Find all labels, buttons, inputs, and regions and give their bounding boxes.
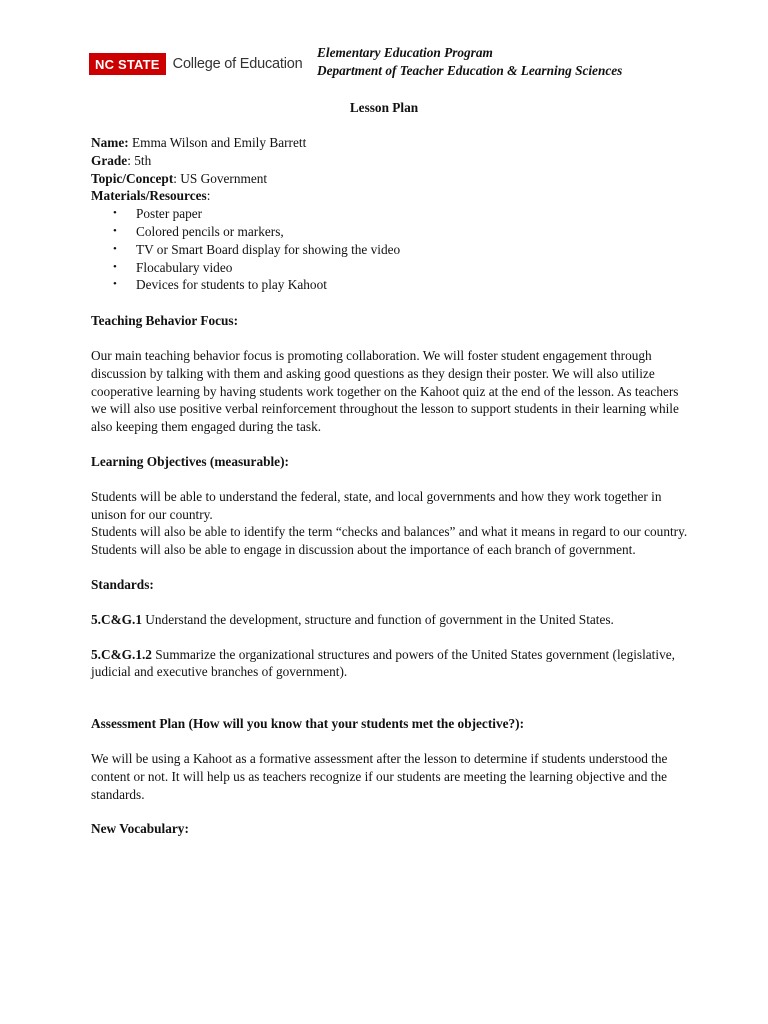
assessment-heading: Assessment Plan (How will you know that your students met the objective?):: [91, 716, 524, 732]
objective-item: Students will also be able to identify the term “checks and balances” and what it means in regard to our country.: [91, 524, 688, 540]
standard-item: [91, 646, 691, 682]
department-name: Department of Teacher Education & Learning Sciences: [317, 63, 623, 78]
vocabulary-heading: New Vocabulary:: [91, 821, 189, 837]
teaching-heading: Teaching Behavior Focus:: [91, 313, 239, 329]
grade-line: [91, 152, 691, 170]
name-value: Emma Wilson and Emily Barrett: [128, 135, 307, 150]
standard-text: Understand the development, structure and function of government in the United States.: [141, 611, 614, 627]
topic-line: [91, 170, 691, 188]
list-item: • Devices for students to play Kahoot: [91, 276, 691, 294]
standards-heading: Standards:: [91, 576, 154, 592]
document-title: Lesson Plan: [349, 100, 419, 115]
objectives-heading: Learning Objectives (measurable):: [91, 453, 289, 469]
standard-code: 5.C&G.1.2: [91, 646, 152, 662]
standard-code: 5.C&G.1: [91, 611, 142, 627]
grade-label: Grade: [91, 152, 128, 168]
ncstate-logo: [89, 53, 303, 75]
list-item: • Poster paper: [91, 205, 691, 223]
topic-value: : US Government: [173, 170, 268, 186]
logo-college-text: College of Education: [172, 56, 303, 72]
standard-text: Summarize the organizational structures and powers of the United States government (legislative, judicial and executive branches of government).: [91, 646, 675, 680]
materials-colon: :: [206, 188, 211, 204]
name-line: [91, 134, 691, 152]
materials-line: [91, 187, 691, 205]
grade-value: : 5th: [127, 152, 152, 168]
program-name: Elementary Education Program: [317, 45, 493, 60]
objective-item: Students will also be able to engage in discussion about the importance of each branch of government.: [91, 542, 636, 558]
list-item: • TV or Smart Board display for showing the video: [91, 241, 691, 259]
assessment-body: We will be using a Kahoot as a formative assessment after the lesson to determine if students understood the content or not. It will help us as teachers recognize if our students are meeting the learning objective and the standards.: [91, 750, 668, 802]
list-item: • Colored pencils or markers,: [91, 223, 691, 241]
name-label: Name:: [91, 135, 129, 150]
teaching-body: Our main teaching behavior focus is promoting collaboration. We will foster student engagement through discussion by talking with them and asking good questions as they design their poster. We will also utilize cooperative learning by having students work together on the Kahoot quiz at the end of the lesson. As teachers we will also use positive verbal reinforcement throughout the lesson to support students in their learning while also keeping them engaged during the task.: [91, 347, 679, 435]
objective-item: Students will be able to understand the federal, state, and local governments and how they work together in unison for our country.: [91, 488, 662, 522]
topic-label: Topic/Concept: [91, 170, 174, 186]
materials-list: [91, 205, 691, 294]
lesson-content: [91, 134, 691, 838]
standard-item: [91, 611, 691, 629]
logo-wordmark: NC STATE: [89, 53, 166, 75]
program-header: [317, 44, 622, 80]
materials-label: Materials/Resources: [91, 188, 207, 204]
list-item: • Flocabulary video: [91, 259, 691, 277]
